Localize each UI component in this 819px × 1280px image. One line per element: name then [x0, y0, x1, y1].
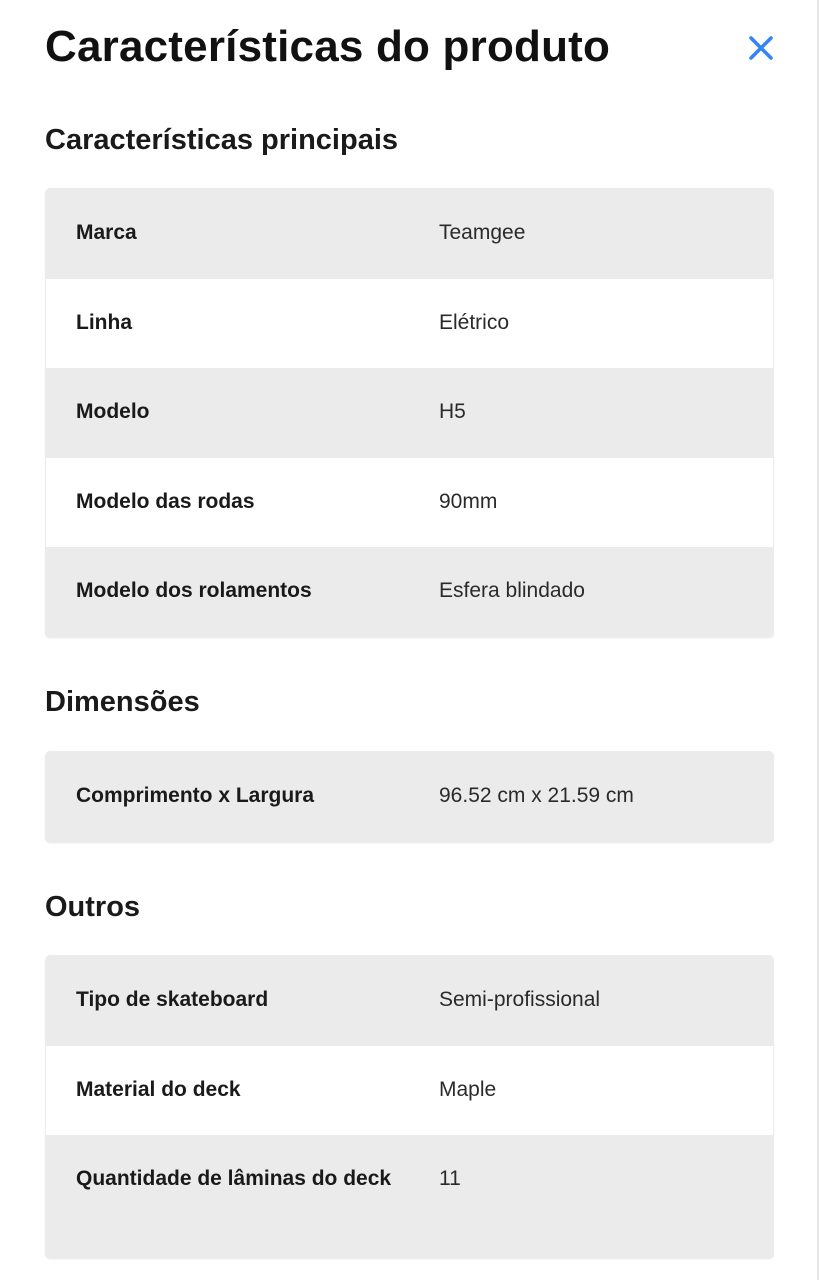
spec-value: Elétrico [439, 310, 510, 334]
spec-key: Modelo dos rolamentos [76, 579, 312, 602]
spec-table-others [46, 956, 773, 1258]
table-row [46, 1046, 773, 1136]
table-row [46, 189, 773, 279]
spec-table-dimensions [46, 752, 773, 842]
spec-key: Modelo das rodas [76, 489, 255, 513]
section-title-main: Características principais [45, 124, 399, 156]
modal-header [45, 18, 785, 78]
table-row [46, 547, 773, 637]
table-row [46, 1135, 773, 1258]
spec-key: Marca [76, 221, 137, 244]
spec-value: 11 [439, 1167, 461, 1190]
table-row [46, 458, 773, 548]
spec-value: Semi-profissional [439, 988, 601, 1011]
close-icon [743, 30, 779, 66]
spec-value: H5 [439, 400, 466, 423]
page-title: Características do produto [45, 22, 611, 71]
section-title-dimensions: Dimensões [45, 686, 200, 718]
table-row [46, 279, 773, 369]
spec-value: 96.52 cm x 21.59 cm [439, 784, 634, 807]
spec-value: 90mm [439, 489, 498, 513]
spec-key: Quantidade de lâminas do deck [76, 1167, 392, 1190]
spec-key: Tipo de skateboard [76, 988, 269, 1011]
spec-key: Comprimento x Largura [76, 784, 315, 807]
section-title-others: Outros [45, 891, 141, 923]
spec-table-main [46, 189, 773, 637]
close-button[interactable] [743, 30, 779, 66]
spec-key: Modelo [76, 400, 150, 423]
spec-value: Teamgee [439, 221, 526, 244]
spec-key: Material do deck [76, 1077, 241, 1101]
table-row [46, 956, 773, 1046]
spec-value: Maple [439, 1077, 497, 1101]
table-row [46, 752, 773, 842]
table-row [46, 368, 773, 458]
spec-key: Linha [76, 310, 132, 334]
spec-value: Esfera blindado [439, 579, 585, 602]
